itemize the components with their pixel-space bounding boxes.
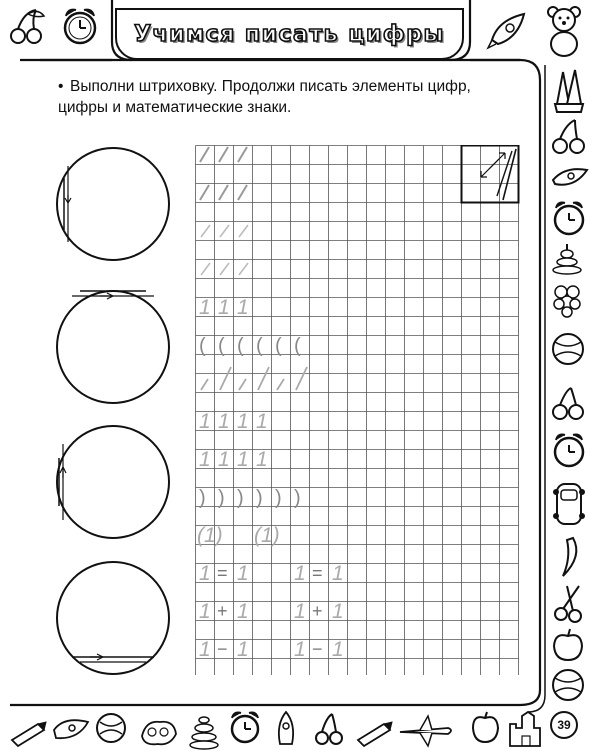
crayons-icon bbox=[12, 722, 46, 746]
digit-one: 1 bbox=[199, 296, 211, 319]
tick-stroke bbox=[239, 225, 248, 237]
hatching-circles bbox=[50, 140, 190, 680]
apple-icon bbox=[473, 712, 498, 742]
paren-glyph: ( bbox=[275, 335, 282, 357]
paren-glyph: ) bbox=[218, 487, 225, 509]
expr-operator: − bbox=[217, 639, 228, 659]
expr-left-digit: 1 bbox=[199, 562, 211, 585]
expr-right-digit: 1 bbox=[237, 562, 249, 585]
instruction-text: Выполни штриховку. Продолжи писать элементы цифр, цифры и математические знаки. bbox=[58, 78, 471, 116]
tick-stroke bbox=[201, 379, 208, 390]
apple-icon bbox=[554, 629, 582, 660]
pyramid-toy-icon bbox=[190, 717, 218, 749]
expr-operator: = bbox=[217, 563, 228, 583]
cherries-icon bbox=[553, 388, 583, 419]
grid-row bbox=[201, 263, 248, 275]
alarm-clock-icon bbox=[555, 203, 583, 234]
expr-left-digit: 1 bbox=[199, 600, 211, 623]
digit-one: 1 bbox=[218, 296, 230, 319]
paren-glyph: ) bbox=[237, 487, 244, 509]
grid-row bbox=[201, 225, 248, 237]
slash-stroke bbox=[238, 185, 247, 200]
expr-right-digit: 1 bbox=[332, 600, 344, 623]
expr-left-digit: 1 bbox=[199, 638, 211, 661]
scissors-icon bbox=[555, 586, 581, 622]
digit-one: 1 bbox=[199, 448, 211, 471]
paren-glyph: ( bbox=[294, 335, 301, 357]
expr-operator: = bbox=[312, 563, 323, 583]
banana-icon bbox=[563, 538, 576, 576]
castle-icon bbox=[510, 712, 540, 746]
digit-in-parens: (1) bbox=[197, 524, 223, 547]
expr-left-digit: 1 bbox=[294, 600, 306, 623]
hatching-circle-4 bbox=[57, 562, 169, 674]
grid-row bbox=[200, 185, 247, 200]
grid-row bbox=[197, 524, 280, 547]
paren-glyph: ) bbox=[275, 487, 282, 509]
grid-row bbox=[199, 296, 249, 319]
paren-glyph: ) bbox=[256, 487, 263, 509]
expr-right-digit: 1 bbox=[237, 600, 249, 623]
grid-row bbox=[201, 367, 307, 390]
digit-one: 1 bbox=[218, 410, 230, 433]
digit-one: 1 bbox=[218, 448, 230, 471]
hatching-circle-3 bbox=[57, 426, 169, 538]
title-banner bbox=[115, 8, 464, 60]
right-icons bbox=[545, 60, 600, 710]
bullet: • bbox=[58, 78, 64, 95]
digit-in-parens: (1) bbox=[254, 524, 280, 547]
grapes-icon bbox=[554, 286, 580, 317]
slash-stroke bbox=[219, 147, 228, 162]
digit-one: 1 bbox=[237, 448, 249, 471]
tick-stroke bbox=[220, 367, 231, 390]
hatching-circle-1 bbox=[57, 148, 169, 260]
writing-grid bbox=[195, 145, 535, 675]
tick-stroke bbox=[201, 263, 210, 275]
paren-glyph: ( bbox=[237, 335, 244, 357]
expr-operator: + bbox=[312, 601, 323, 621]
grapes-icon bbox=[142, 722, 176, 745]
rocket-icon bbox=[54, 720, 88, 738]
crayons-icon bbox=[358, 722, 392, 746]
slash-stroke bbox=[238, 147, 247, 162]
tick-stroke bbox=[220, 263, 229, 275]
bottom-icons bbox=[0, 706, 548, 750]
cherries-icon bbox=[11, 10, 44, 43]
tick-stroke bbox=[220, 225, 229, 237]
tick-stroke bbox=[277, 379, 284, 390]
paren-glyph: ) bbox=[294, 487, 301, 509]
tick-stroke bbox=[239, 379, 246, 390]
rocket-icon bbox=[279, 712, 293, 744]
paren-glyph: ) bbox=[199, 487, 206, 509]
expr-right-digit: 1 bbox=[332, 638, 344, 661]
page-title: Учимся писать цифры bbox=[134, 21, 445, 47]
rocket-icon bbox=[488, 14, 524, 48]
expr-operator: − bbox=[312, 639, 323, 659]
tick-stroke bbox=[296, 367, 307, 390]
expr-right-digit: 1 bbox=[237, 638, 249, 661]
alarm-clock-icon bbox=[232, 713, 258, 742]
hatching-circle-2 bbox=[57, 291, 169, 403]
slash-stroke bbox=[219, 185, 228, 200]
digit-one: 1 bbox=[256, 410, 268, 433]
alarm-clock-icon bbox=[555, 435, 583, 466]
paren-glyph: ( bbox=[199, 335, 206, 357]
cherries-icon bbox=[553, 120, 584, 153]
digit-one: 1 bbox=[256, 448, 268, 471]
slash-stroke bbox=[200, 185, 209, 200]
instruction bbox=[58, 76, 518, 118]
ball-icon bbox=[553, 334, 583, 364]
expr-right-digit: 1 bbox=[332, 562, 344, 585]
tick-stroke bbox=[201, 225, 210, 237]
tick-stroke bbox=[258, 367, 269, 390]
page-number: 39 bbox=[550, 711, 578, 739]
paren-glyph: ( bbox=[218, 335, 225, 357]
pyramid-toy-icon bbox=[553, 244, 581, 274]
rocket-icon bbox=[553, 169, 587, 185]
ball-icon bbox=[97, 714, 125, 742]
car-icon bbox=[553, 484, 585, 524]
grid-row bbox=[200, 147, 247, 162]
digit-one: 1 bbox=[237, 296, 249, 319]
alarm-clock-icon bbox=[65, 10, 95, 43]
slash-stroke bbox=[200, 147, 209, 162]
teddy-bear-icon bbox=[548, 7, 580, 56]
paren-glyph: ( bbox=[256, 335, 263, 357]
expr-left-digit: 1 bbox=[294, 562, 306, 585]
crayons-icon bbox=[555, 70, 583, 112]
cherries-icon bbox=[316, 714, 342, 744]
sample-hatching-square bbox=[462, 146, 519, 203]
tick-stroke bbox=[239, 263, 248, 275]
airplane-icon bbox=[400, 716, 451, 746]
expr-left-digit: 1 bbox=[294, 638, 306, 661]
ball-icon bbox=[553, 670, 583, 700]
digit-one: 1 bbox=[237, 410, 249, 433]
expr-operator: + bbox=[217, 601, 228, 621]
digit-one: 1 bbox=[199, 410, 211, 433]
